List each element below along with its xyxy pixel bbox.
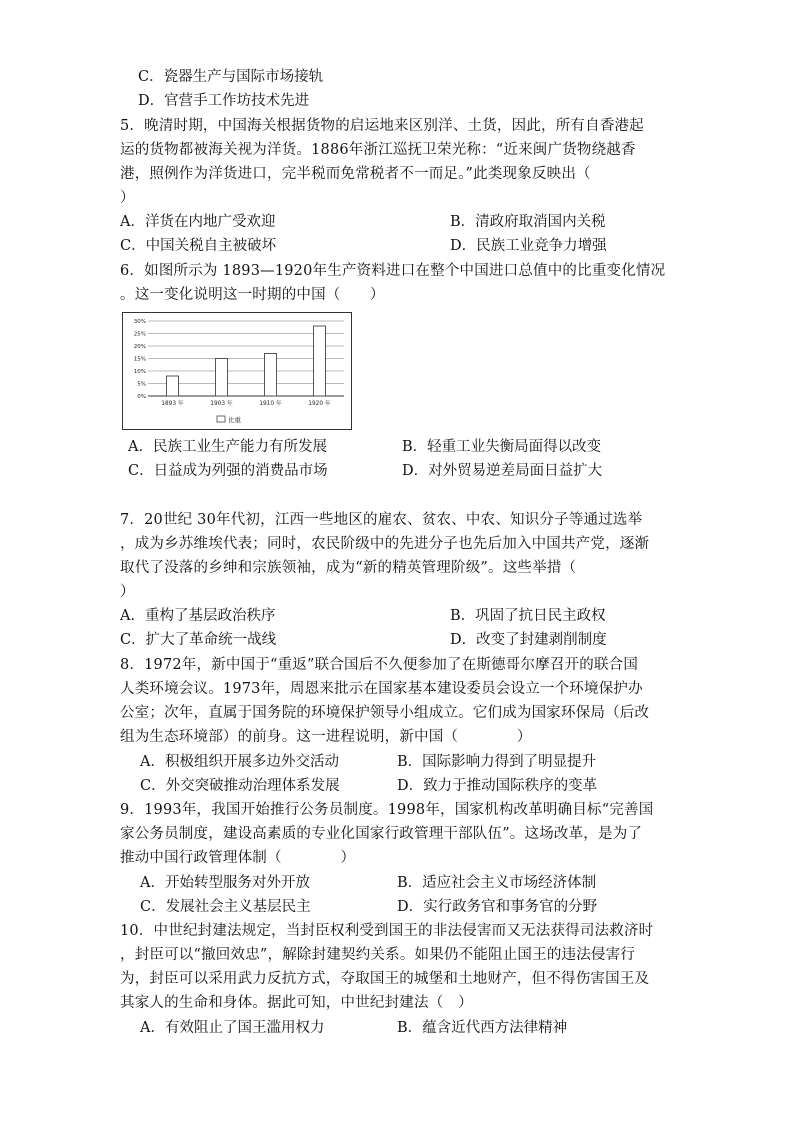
q8-option-d[interactable]: D．致力于推动国际秩序的变革 (397, 778, 598, 794)
q9-option-c[interactable]: C．发展社会主义基层民主 (140, 899, 311, 915)
q5-line-2: 运的货物都被海关视为洋货。1886年浙江巡抚卫荣光称：“近来闽广货物绕越香 (120, 142, 636, 158)
q6-option-d[interactable]: D．对外贸易逆差局面日益扩大 (402, 463, 603, 479)
q5-line-3: 港，照例作为洋货进口，完半税而免常税者不一而足。”此类现象反映出（ (120, 166, 591, 182)
q5-option-b[interactable]: B．清政府取消国内关税 (450, 214, 606, 230)
x-tick-label: 1910 年 (259, 401, 282, 407)
y-tick-label: 25% (133, 331, 146, 338)
q7-line-3: 取代了没落的乡绅和宗族领袖，成为“新的精英管理阶级”。这些举措（ (120, 560, 577, 576)
q10-line-3: 为，封臣可以采用武力反抗方式，夺取国王的城堡和土地财产，但不得伤害国王及 (120, 971, 650, 987)
q9-line-3: 推动中国行政管理体制（ ） (120, 850, 356, 866)
q7-line-1: 7．20世纪 30年代初，江西一些地区的雇农、贫农、中农、知识分子等通过选举 (120, 512, 643, 528)
x-tick-label: 1920 年 (308, 401, 331, 407)
legend-swatch (217, 416, 225, 422)
y-tick-label: 5% (137, 381, 146, 388)
q7-option-a[interactable]: A．重构了基层政治秩序 (120, 608, 276, 624)
q8-line-1: 8．1972年，新中国于“重返”联合国后不久便参加了在斯德哥尔摩召开的联合国 (120, 657, 639, 673)
q10-line-1: 10．中世纪封建法规定，当封臣权利受到国王的非法侵害而又无法获得司法救济时 (120, 923, 654, 939)
bar-3 (265, 354, 277, 397)
q5-option-a[interactable]: A．洋货在内地广受欢迎 (120, 214, 276, 230)
legend-label: 比重 (228, 416, 241, 424)
production-import-ratio-chart (122, 312, 352, 430)
q6-option-c[interactable]: C．日益成为列强的消费品市场 (128, 463, 328, 479)
x-tick-label: 1893 年 (161, 401, 184, 407)
y-tick-label: 0% (137, 394, 146, 400)
q10-option-b[interactable]: B．蕴含近代西方法律精神 (397, 1020, 568, 1036)
option-d-prev: D．官营手工作坊技术先进 (138, 93, 310, 109)
q9-option-b[interactable]: B．适应社会主义市场经济体制 (397, 875, 597, 891)
q6-line-2: 。这一变化说明这一时期的中国（ ） (120, 287, 385, 303)
q9-option-d[interactable]: D．实行政务官和事务官的分野 (397, 899, 598, 915)
q8-option-a[interactable]: A．积极组织开展多边外交活动 (140, 754, 339, 770)
q10-line-4: 其家人的生命和身体。据此可知，中世纪封建法（ ） (120, 995, 473, 1011)
q5-option-c[interactable]: C．中国关税自主被破坏 (120, 238, 277, 254)
q8-line-2: 人类环境会议。1973年，周恩来批示在国家基本建设委员会设立一个环境保护办 (120, 681, 643, 697)
bar-2 (216, 359, 228, 397)
q7-line-4: ） (120, 584, 135, 600)
q5-option-d[interactable]: D．民族工业竞争力增强 (450, 238, 607, 254)
q6-line-1: 6．如图所示为 1893—1920年生产资料进口在整个中国进口总值中的比重变化情况 (120, 263, 666, 279)
bar-1 (167, 376, 179, 396)
q8-option-b[interactable]: B．国际影响力得到了明显提升 (397, 754, 597, 770)
q9-line-2: 家公务员制度，建设高素质的专业化国家行政管理干部队伍”。这场改革，是为了 (120, 826, 643, 842)
q8-line-4: 组为生态环境部）的前身。这一进程说明，新中国（ ） (120, 729, 532, 745)
q7-line-2: ，成为乡苏维埃代表；同时，农民阶级中的先进分子也先后加入中国共产党，逐渐 (120, 536, 650, 552)
q8-option-c[interactable]: C．外交突破推动治理体系发展 (140, 778, 340, 794)
x-tick-label: 1903 年 (210, 401, 233, 407)
q8-line-3: 公室；次年，直属于国务院的环境保护领导小组成立。它们成为国家环保局（后改 (120, 705, 650, 721)
q7-option-c[interactable]: C．扩大了革命统一战线 (120, 632, 277, 648)
y-tick-label: 10% (133, 369, 146, 375)
y-tick-label: 15% (133, 356, 146, 363)
q10-option-a[interactable]: A．有效阻止了国王滥用权力 (140, 1020, 325, 1036)
q7-option-d[interactable]: D．改变了封建剥削制度 (450, 632, 607, 648)
q7-option-b[interactable]: B．巩固了抗日民主政权 (450, 608, 606, 624)
q6-option-b[interactable]: B．轻重工业失衡局面得以改变 (402, 439, 602, 455)
y-tick-label: 30% (133, 319, 146, 325)
q5-line-4: ） (120, 190, 135, 206)
q10-line-2: ，封臣可以“撤回效忠”，解除封建契约关系。如果仍不能阻止国王的违法侵害行 (120, 947, 636, 963)
y-tick-label: 20% (133, 344, 146, 350)
q9-line-1: 9．1993年，我国开始推行公务员制度。1998年，国家机构改革明确目标“完善国 (120, 802, 654, 818)
q6-option-a[interactable]: A．民族工业生产能力有所发展 (128, 439, 327, 455)
q9-option-a[interactable]: A．开始转型服务对外开放 (140, 875, 310, 891)
option-c-prev: C．瓷器生产与国际市场接轨 (138, 69, 324, 85)
q5-line-1: 5．晚清时期，中国海关根据货物的启运地来区别洋、土货，因此，所有自香港起 (120, 118, 644, 134)
bar-4 (314, 326, 326, 396)
